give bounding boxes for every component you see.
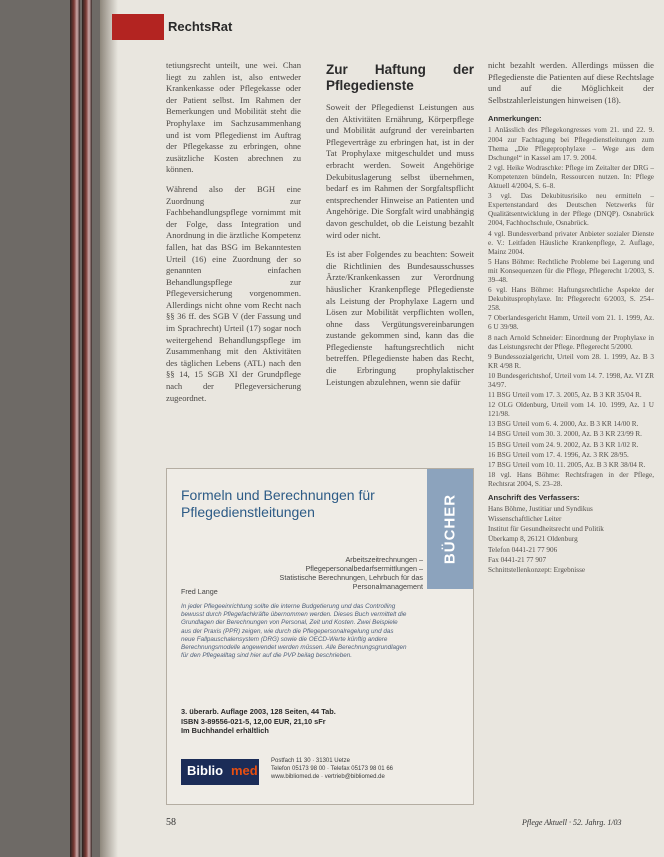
author-line: Wissenschaftlicher Leiter <box>488 515 562 524</box>
footnote: 2 vgl. Heike Wodraschke: Pflege im Zeitalter der DRG – Kompetenzen bündeln, Ressourcen nutzen. In: Pflege Aktuell 4/2004, S. 6–8. <box>488 163 654 191</box>
ad-contact-line: Postfach 11 30 · 31301 Uetze <box>271 758 350 764</box>
article-heading: Zur Haftung der Pflegedienste <box>326 62 474 93</box>
ad-order-line: 3. überarb. Auflage 2003, 128 Seiten, 44 Tab. <box>181 707 336 716</box>
page-number: 58 <box>166 817 176 828</box>
footnote: 16 BSG Urteil vom 17. 4. 1996, Az. 3 RK 28/95. <box>488 450 629 459</box>
paragraph: Es ist aber Folgendes zu beachten: Soweit die Richtlinien des Bundesausschusses Ärzte/Krankenkassen zur Verordnung häuslicher Krankenpflege Pflegedienste als Leistung der Prophylaxe Lagern und Lösen zur Mobilität verpflichten wollen, ohne dass Vergütungsvereinbarungen zustande gekommen sind, kann das die Pflegedienste haftungsrechtlich nicht betreffen. Pflegedienste haben das Recht, die Erbringung prophylaktischer Leistungen abzulehnen, wenn sie dafür <box>326 249 474 387</box>
logo-text-a: Biblio <box>187 763 224 778</box>
section-title: RechtsRat <box>168 19 233 34</box>
column-3 <box>488 60 654 576</box>
paragraph: tetiungsrecht unteilt, une wei. Chan liegt zu zahlen ist, also entweder Krankenkasse oder Pflegekasse oder der Patient selbst. Im Rahmen der Bemerkungen und Mobilität steht die Prophylaxe im Sachzusammenhang und ist vom Pflegedienst im Auftrag der Pflegekasse zu erbringen, ohne zusätzliche Kosten abrechnen zu können. <box>166 60 301 175</box>
author-line: Institut für Gesundheitsrecht und Politik <box>488 525 604 534</box>
footnote: 6 vgl. Hans Böhme: Haftungsrechtliche Aspekte der Dekubitusprophylaxe. In: Pflegerecht 6/2003, S. 254–258. <box>488 286 654 313</box>
paragraph: Soweit der Pflegedienst Leistungen aus den Aktivitäten Ernährung, Körperpflege und Mobilität aufgrund der vereinbarten Pflegeverträge zu erbringen hat, ist in der Tat Prophylaxe mitgeschuldet und muss erbracht werden. Soweit Angehörige Dekubituslagerung selbst übernehmen, bedarf es im Rahmen der Sorgfaltspflicht entsprechender Hinweise an Patienten und Angehörige. Die Sorgfalt wird unabhängig davon geschuldet, ob die Leistung bezahlt wird oder nicht. <box>326 102 474 240</box>
publisher-logo <box>181 759 259 785</box>
ad-contact-line: Telefon 05173 98 00 · Telefax 05173 98 01 66 <box>271 766 393 772</box>
author-heading: Anschrift des Verfassers: <box>488 493 580 503</box>
page-stack-edge <box>70 0 80 857</box>
paragraph: Während also der BGH eine Zuordnung zur Fachbehandlungspflege vornimmt mit der Folge, dass Integration und Anordnung in die ärztliche Kompetenz fallen, hat das BSG im Bekanntesten Urteil (16) eine Zuordnung der so genannten einfachen Behandlungspflege zur Pflegeversicherung vorgenommen. Allerdings nicht ohne vom Recht nach §§ 36 ff. des SGB V (der Fassung und im Sprachrecht) Urteil (17) sogar noch weitergehend Behandlungspflege im Zusammenhang mit den Aktivitäten des täglichen Lebens (ATL) nach den §§ 14, 15 SGB XI der Grundpflege nach der Pflegeversicherung zugeordnet. <box>166 183 301 403</box>
page-stack-edge <box>82 0 92 857</box>
ad-order-line: ISBN 3-89556-021-5, 12,00 EUR, 21,10 sFr <box>181 716 326 726</box>
author-line: Überkamp 8, 26121 Oldenburg <box>488 535 578 544</box>
ad-order-info <box>181 707 381 736</box>
header-accent-bar <box>112 14 164 40</box>
magazine-page <box>100 0 664 857</box>
paragraph: nicht bezahlt werden. Allerdings müssen die Pflegedienste die Patienten auf diese Rechtslage und auf die Möglichkeit der Selbstzahlerleistungen hinweisen (18). <box>488 60 654 105</box>
footnote: 12 OLG Oldenburg, Urteil vom 14. 10. 1999, Az. 1 U 121/98. <box>488 401 654 419</box>
footnote: 13 BSG Urteil vom 6. 4. 2000, Az. B 3 KR 14/00 R. <box>488 420 639 429</box>
journal-footer: Pflege Aktuell · 52. Jahrg. 1/03 <box>522 818 622 827</box>
footnote: 8 nach Arnold Schneider: Einordnung der Prophylaxe in das Leistungsrecht der Pflege. Pflegerecht 5/2000. <box>488 333 654 351</box>
footnote: 4 vgl. Bundesverband privater Anbieter sozialer Dienste e. V.: Leitfaden Häusliche Krankenpflege, 2. Auflage, Mainz 2004. <box>488 229 654 256</box>
author-line: Fax 0441-21 77 907 <box>488 555 547 564</box>
footnote: 1 Anlässlich des Pflegekongresses vom 21. und 22. 9. 2004 zur Fachtagung bei Pflegedienstleitungen zum Thema „Die Pflegeprophylaxe – Wege aus dem Dschungel“ in Kassel am 17. 9. 2004. <box>488 126 654 162</box>
author-line: Schnittstellenkonzept: Ergebnisse <box>488 565 586 574</box>
column-1 <box>166 60 301 412</box>
footnote: 15 BSG Urteil vom 24. 9. 2002, Az. B 3 KR 1/02 R. <box>488 440 639 449</box>
footnote: 11 BSG Urteil vom 17. 3. 2005, Az. B 3 KR 35/04 R. <box>488 391 642 400</box>
ad-author: Fred Lange <box>181 587 218 596</box>
ad-side-label: BÜCHER <box>441 493 459 565</box>
footnote: 18 vgl. Hans Böhme: Rechtsfragen in der Pflege, Rechtsrat 2004, S. 23–28. <box>488 470 654 488</box>
ad-contact-line: www.bibliomed.de · vertrieb@bibliomed.de <box>271 774 385 780</box>
author-line: Hans Böhme, Justitiar und Syndikus <box>488 505 593 514</box>
footnote: 17 BSG Urteil vom 10. 11. 2005, Az. B 3 KR 38/04 R. <box>488 460 646 469</box>
ad-order-line: Im Buchhandel erhältlich <box>181 726 269 736</box>
footnotes-heading: Anmerkungen: <box>488 114 542 124</box>
footnote: 10 Bundesgerichtshof, Urteil vom 14. 7. 1998, Az. VI ZR 34/97. <box>488 371 654 389</box>
footnote: 7 Oberlandesgericht Hamm, Urteil vom 21. 1. 1999, Az. 6 U 39/98. <box>488 314 654 332</box>
footnote: 5 Hans Böhme: Rechtliche Probleme bei Lagerung und mit Konsequenzen für die Pflege, Pflegerecht 1/2003, S. 39–48. <box>488 257 654 284</box>
ad-blurb: In jeder Pflegeeinrichtung sollte die interne Budgetierung und das Controlling bewusst durch Pflegefachkräfte übernommen werden. Dieses Buch vermittelt die Grundlagen der Berechnungen von Personal, Zeit und Kosten. Zwei Beispiele aus der Praxis (PPR) zeigen, wie durch die Pflegepersonalregelung und das neue Fallpauschalensystem (DRG) sowie die OECD-Werte künftig andere Berechnungsmodelle angewendet werden müssen. Alle Berechnungsgrundlagen für den Pflegealltag sind hier auf die PVP beilag beschrieben. <box>181 603 407 660</box>
footnote: 14 BSG Urteil vom 30. 3. 2000, Az. B 3 KR 23/99 R. <box>488 430 642 439</box>
column-2 <box>326 60 474 396</box>
footnote: 3 vgl. Das Dekubitusrisiko neu ermitteln – Expertenstandard des Deutschen Netzwerks für Qualitätsentwicklung in der Pflege (DNQP). Osnabrück 2004, Fachhochschule, Osnabrück. <box>488 192 654 228</box>
author-line: Telefon 0441-21 77 906 <box>488 545 558 554</box>
footnotes <box>488 114 654 574</box>
logo-text-b: med <box>231 763 258 778</box>
section-header <box>112 14 246 40</box>
ad-subtitle: Arbeitszeitrechnungen – Pflegepersonalbedarfsermittlungen – Statistische Berechnungen, Lehrbuch für das Personalmanagement <box>279 555 423 591</box>
ad-contact <box>271 757 421 781</box>
footnote: 9 Bundessozialgericht, Urteil vom 28. 1. 1999, Az. B 3 KR 4/98 R. <box>488 352 654 370</box>
book-advertisement <box>166 468 474 805</box>
ad-side-band <box>427 469 473 589</box>
binding-shadow <box>100 0 118 857</box>
ad-title: Formeln und Berechnungen für Pflegedienstleitungen <box>181 487 375 520</box>
